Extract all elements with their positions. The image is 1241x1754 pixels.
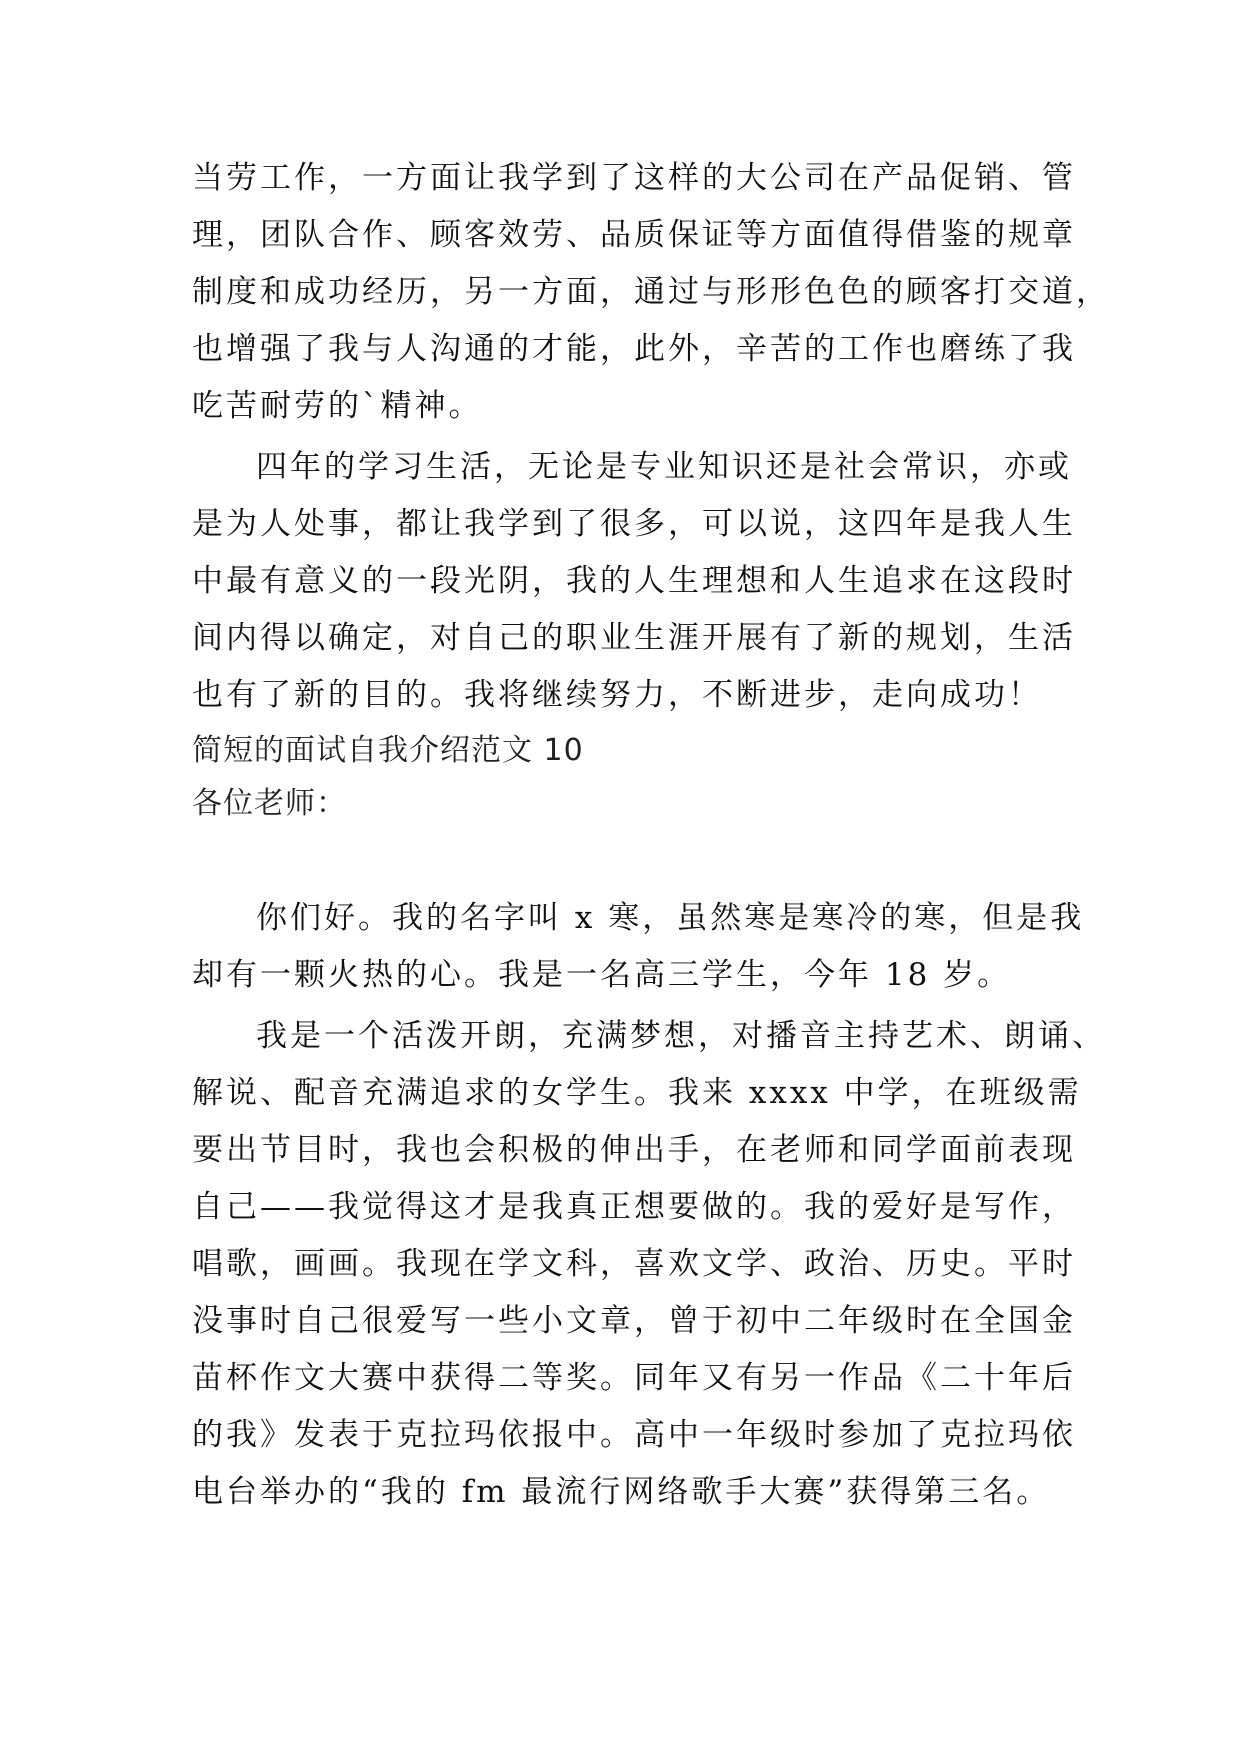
paragraph-line: 当劳工作，一方面让我学到了这样的大公司在产品促销、管 bbox=[192, 160, 1076, 196]
paragraph-line: 四年的学习生活，无论是专业知识还是社会常识，亦或 bbox=[256, 449, 1072, 485]
paragraph-2 bbox=[192, 439, 1076, 724]
paragraph-4 bbox=[192, 1008, 1106, 1521]
paragraph-line: 唱歌，画画。我现在学文科，喜欢文学、政治、历史。平时 bbox=[192, 1246, 1076, 1282]
document-body bbox=[192, 150, 1110, 1521]
paragraph-line: 却有一颗火热的心。我是一名高三学生，今年 18 岁。 bbox=[192, 957, 1012, 993]
salutation: 各位老师： bbox=[192, 786, 347, 821]
paragraph-line: 解说、配音充满追求的女学生。我来 xxxx 中学，在班级需 bbox=[192, 1075, 1082, 1111]
paragraph-line: 没事时自己很爱写一些小文章，曾于初中二年级时在全国金 bbox=[192, 1303, 1076, 1339]
paragraph-line: 要出节目时，我也会积极的伸出手，在老师和同学面前表现 bbox=[192, 1132, 1076, 1168]
paragraph-line: 理，团队合作、顾客效劳、品质保证等方面值得借鉴的规章 bbox=[192, 217, 1076, 253]
paragraph-1 bbox=[192, 150, 1110, 435]
paragraph-line: 也增强了我与人沟通的才能，此外，辛苦的工作也磨练了我 bbox=[192, 331, 1076, 367]
paragraph-line: 也有了新的目的。我将继续努力，不断进步，走向成功！ bbox=[192, 677, 1042, 713]
paragraph-line: 电台举办的“我的 fm 最流行网络歌手大赛”获得第三名。 bbox=[192, 1474, 1051, 1510]
paragraph-line: 苗杯作文大赛中获得二等奖。同年又有另一作品《二十年后 bbox=[192, 1360, 1076, 1396]
paragraph-line: 中最有意义的一段光阴，我的人生理想和人生追求在这段时 bbox=[192, 563, 1076, 599]
paragraph-line: 自己——我觉得这才是我真正想要做的。我的爱好是写作， bbox=[192, 1189, 1076, 1225]
paragraph-line: 是为人处事，都让我学到了很多，可以说，这四年是我人生 bbox=[192, 506, 1076, 542]
section-title: 简短的面试自我介绍范文 10 bbox=[192, 733, 584, 768]
paragraph-line: 吃苦耐劳的`精神。 bbox=[192, 388, 483, 424]
paragraph-line: 我是一个活泼开朗，充满梦想，对播音主持艺术、朗诵、 bbox=[256, 1018, 1106, 1054]
paragraph-line: 的我》发表于克拉玛依报中。高中一年级时参加了克拉玛依 bbox=[192, 1417, 1076, 1453]
paragraph-line: 制度和成功经历，另一方面，通过与形形色色的顾客打交道， bbox=[192, 274, 1110, 310]
paragraph-3 bbox=[192, 890, 1085, 1004]
paragraph-line: 间内得以确定，对自己的职业生涯开展有了新的规划，生活 bbox=[192, 620, 1076, 656]
paragraph-line: 你们好。我的名字叫 x 寒，虽然寒是寒冷的寒，但是我 bbox=[256, 900, 1085, 936]
